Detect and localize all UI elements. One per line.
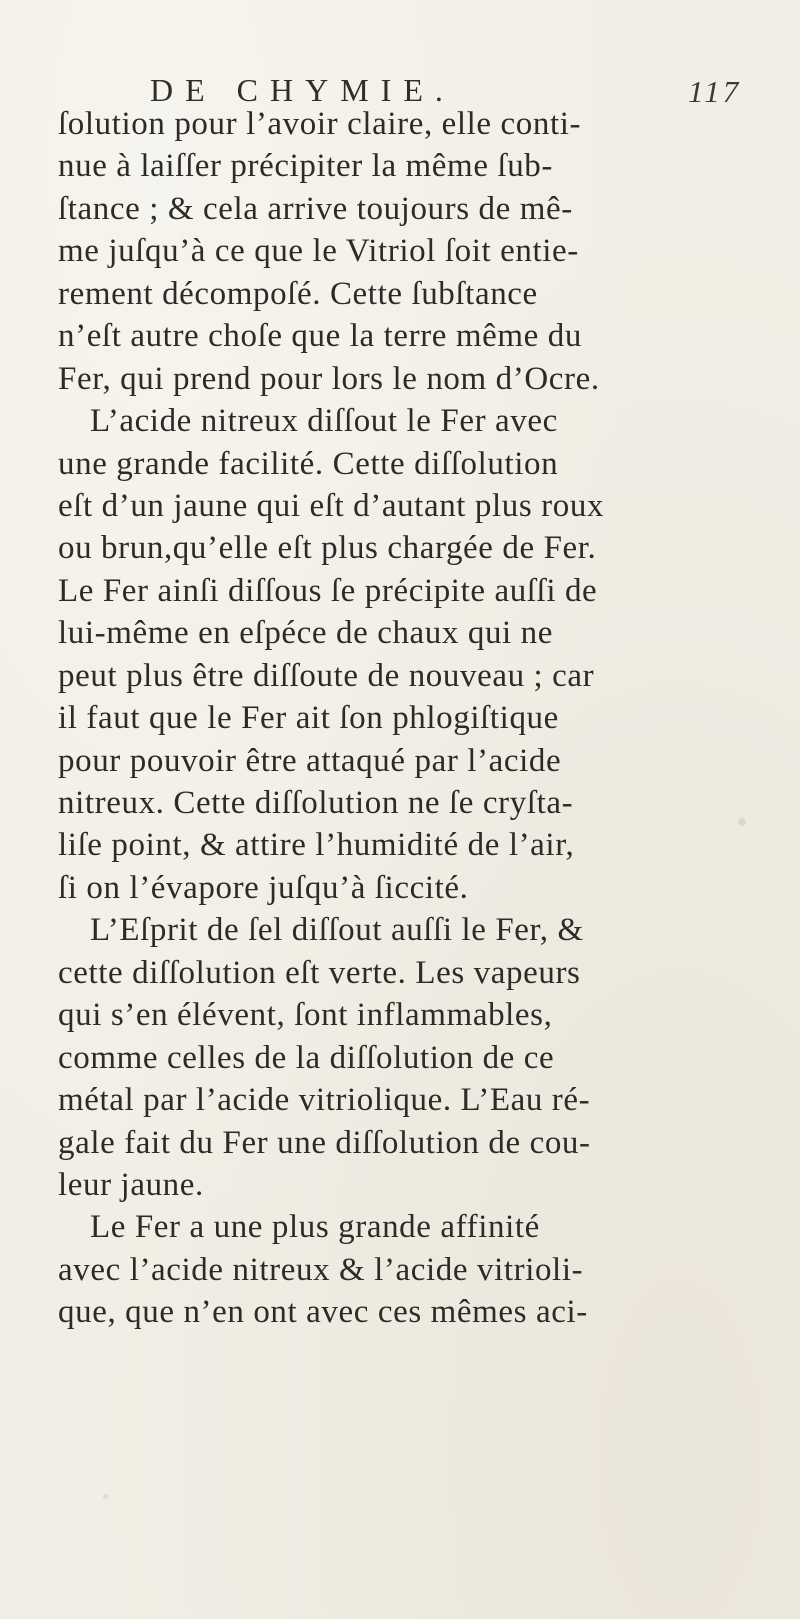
text-line: ſi on l’évapore juſqu’à ſiccité. [58, 869, 469, 906]
text-line: gale fait du Fer une diſſolution de cou- [58, 1124, 591, 1161]
text-line: Fer, qui prend pour lors le nom d’Ocre. [58, 360, 600, 397]
page-number: 117 [688, 74, 742, 109]
running-title: DE CHYMIE. [150, 72, 455, 108]
paragraph-start-line: L’Eſprit de ſel diſſout auſſi le Fer, & [90, 912, 584, 949]
text-line: rement décompoſé. Cette ſubſtance [58, 275, 538, 312]
text-line: me juſqu’à ce que le Vitriol ſoit entie- [58, 233, 579, 270]
text-line: ou brun,qu’elle eſt plus chargée de Fer. [58, 530, 597, 567]
text-line: que, que n’en ont avec ces mêmes aci- [58, 1294, 588, 1331]
text-line: nue à laiſſer précipiter la même ſub- [58, 148, 553, 185]
text-line: nitreux. Cette diſſolution ne ſe cryſta- [58, 785, 574, 821]
text-line: une grande facilité. Cette diſſolution [58, 445, 559, 482]
text-line: n’eſt autre choſe que la terre même du [58, 318, 582, 355]
paper-speck [738, 818, 746, 826]
text-line: peut plus être diſſoute de nouveau ; car [58, 657, 595, 694]
text-line: Le Fer ainſi diſſous ſe précipite auſſi de [58, 572, 598, 609]
text-line: il faut que le Fer ait ſon phlogiſtique [58, 700, 559, 737]
text-line: pour pouvoir être attaqué par l’acide [58, 742, 562, 779]
text-line: qui s’en élévent, ſont inflammables, [58, 997, 553, 1034]
paragraph-start-line: L’acide nitreux diſſout le Fer avec [90, 403, 558, 440]
text-line: avec l’acide nitreux & l’acide vitrioli- [58, 1251, 584, 1288]
paragraph-start-line: Le Fer a une plus grande affinité [90, 1209, 540, 1246]
text-line: ſtance ; & cela arrive toujours de mê- [58, 190, 573, 227]
paper-speck [103, 1494, 108, 1499]
body-text [58, 103, 798, 1334]
text-line: liſe point, & attire l’humidité de l’air, [58, 827, 575, 864]
text-line: comme celles de la diſſolution de ce [58, 1039, 555, 1076]
text-line: ſolution pour l’avoir claire, elle conti- [58, 106, 582, 142]
text-line: cette diſſolution eſt verte. Les vapeurs [58, 954, 581, 991]
text-line: eſt d’un jaune qui eſt d’autant plus roux [58, 487, 605, 524]
text-line: lui-même en eſpéce de chaux qui ne [58, 615, 554, 652]
text-line: métal par l’acide vitriolique. L’Eau ré- [58, 1082, 591, 1119]
text-line: leur jaune. [58, 1166, 204, 1203]
